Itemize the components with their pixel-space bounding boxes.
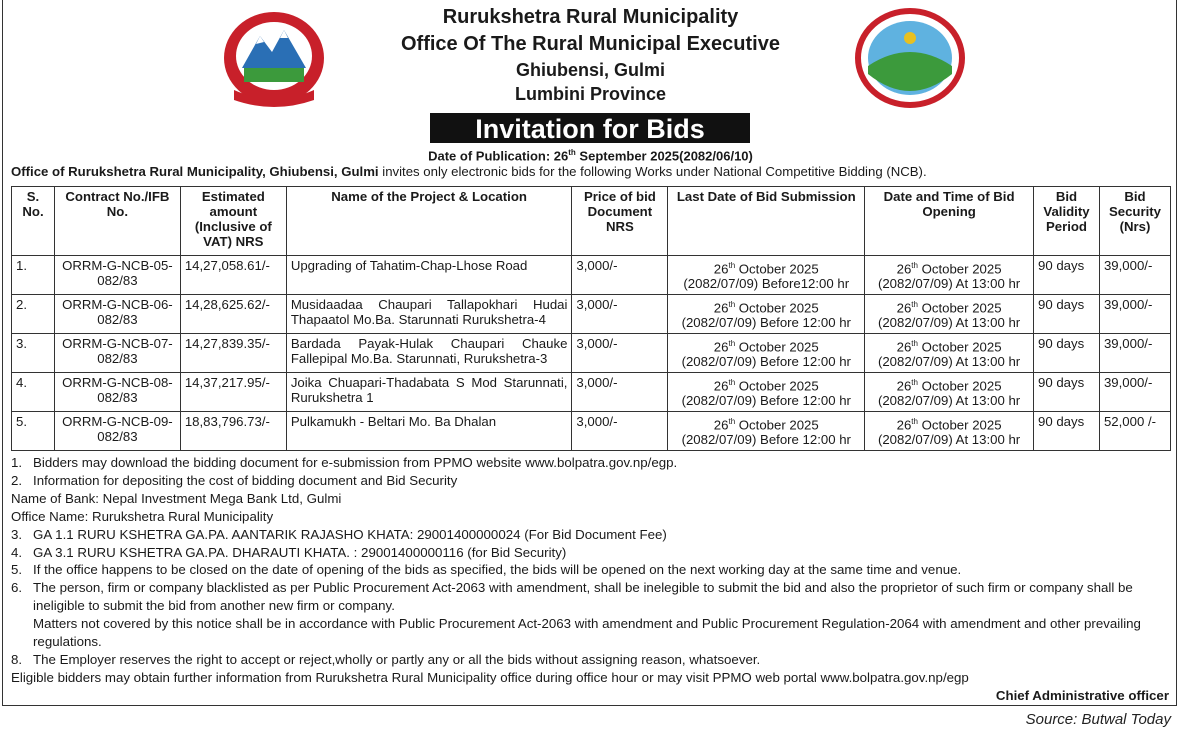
serial-number-cell xyxy=(12,295,55,334)
contract-number: ORRM-G-NCB-06-082/83 xyxy=(62,297,173,327)
column-header: Bid Security (Nrs) xyxy=(1099,187,1170,256)
document-price: 3,000/- xyxy=(576,297,618,312)
submission-day: 26 xyxy=(713,300,729,316)
note-text: Information for depositing the cost of bidding document and Bid Security xyxy=(33,472,458,488)
column-header: Bid Validity Period xyxy=(1033,187,1099,256)
bid-security: 39,000/- xyxy=(1103,258,1153,273)
note-5 xyxy=(11,561,1171,579)
column-header: Estimated amount (Inclusive of VAT) NRS xyxy=(180,187,286,256)
opening-time: (2082/07/09) At 13:00 hr xyxy=(877,315,1021,331)
note-number: 1. xyxy=(11,455,23,470)
publication-date xyxy=(0,148,1181,163)
opening-day: 26 xyxy=(896,417,912,433)
opening-time: (2082/07/09) At 13:00 hr xyxy=(877,393,1021,409)
project-name-cell xyxy=(286,373,572,412)
note-number: 3. xyxy=(11,526,23,542)
note-text: Bidders may download the bidding document for e-submission from PPMO website www.bolpatra.gov.np/egp. xyxy=(33,455,678,470)
submission-day-suffix: th xyxy=(728,300,736,309)
note-text: The person, firm or company blacklisted as per Public Procurement Act-2063 with amendment, shall be inelegible to submit the bid and also the proprietor of such firm or company shall be ineligible to submit the bid from another new firm or company. xyxy=(33,580,1133,614)
intro-bold: Office of Rurukshetra Rural Municipality, Ghiubensi, Gulmi xyxy=(11,164,379,179)
opening-month-year: October 2025 xyxy=(917,261,1002,277)
contract-number-cell xyxy=(54,256,180,295)
estimated-amount: 14,28,625.62/- xyxy=(184,297,270,312)
document-price: 3,000/- xyxy=(576,375,618,390)
document-price: 3,000/- xyxy=(576,414,618,429)
document-price-cell xyxy=(572,295,668,334)
bid-security: 39,000/- xyxy=(1103,297,1153,312)
contract-number: ORRM-G-NCB-08-082/83 xyxy=(62,375,173,405)
column-header: Date and Time of Bid Opening xyxy=(865,187,1034,256)
opening-day-suffix: th xyxy=(911,339,918,348)
opening-date-cell xyxy=(865,412,1034,451)
contract-number: ORRM-G-NCB-07-082/83 xyxy=(62,336,173,366)
bank-name: Name of Bank: Nepal Investment Mega Bank Ltd, Gulmi xyxy=(11,490,342,506)
submission-day: 26 xyxy=(713,261,729,277)
validity-period-cell xyxy=(1033,373,1099,412)
project-name: Pulkamukh - Beltari Mo. Ba Dhalan xyxy=(290,414,497,429)
opening-day: 26 xyxy=(896,261,912,277)
opening-month-year: October 2025 xyxy=(917,300,1002,316)
office-name: Office Of The Rural Municipal Executive xyxy=(401,33,780,55)
bid-security-cell xyxy=(1099,412,1170,451)
submission-time: (2082/07/09) Before 12:00 hr xyxy=(681,393,851,409)
note-number xyxy=(11,615,33,633)
opening-date-cell xyxy=(865,256,1034,295)
submission-time: (2082/07/09) Before12:00 hr xyxy=(683,276,850,292)
column-header: Price of bid Document NRS xyxy=(572,187,668,256)
bid-security: 39,000/- xyxy=(1103,375,1153,390)
estimated-amount: 14,37,217.95/- xyxy=(184,375,270,390)
opening-time: (2082/07/09) At 13:00 hr xyxy=(877,276,1021,292)
submission-month-year: October 2025 xyxy=(735,339,819,355)
submission-time: (2082/07/09) Before 12:00 hr xyxy=(681,315,851,331)
bid-security: 52,000 /- xyxy=(1103,414,1157,429)
submission-day-suffix: th xyxy=(728,339,736,348)
column-header: Name of the Project & Location xyxy=(286,187,572,256)
publication-prefix: Date of Publication: 26 xyxy=(428,148,569,164)
project-name-cell xyxy=(286,256,572,295)
estimated-amount: 14,27,058.61/- xyxy=(184,258,270,273)
publication-sup: th xyxy=(568,148,576,157)
validity-period-cell xyxy=(1033,412,1099,451)
opening-date-cell xyxy=(865,295,1034,334)
submission-date-cell xyxy=(668,295,865,334)
bid-security-cell xyxy=(1099,373,1170,412)
submission-date-cell xyxy=(668,256,865,295)
opening-time: (2082/07/09) At 13:00 hr xyxy=(877,354,1021,370)
project-name-cell xyxy=(286,412,572,451)
contract-number-cell xyxy=(54,412,180,451)
estimated-amount-cell xyxy=(180,295,286,334)
municipality-name: Rurukshetra Rural Municipality xyxy=(442,6,739,28)
document-price-cell xyxy=(572,412,668,451)
note-7 xyxy=(11,615,1171,651)
note-4 xyxy=(11,544,1171,562)
project-name: Musidaadaa Chaupari Tallapokhari Hudai Thapaatol Mo.Ba. Starunnati Rurukshetra-4 xyxy=(290,297,568,327)
province-line: Lumbini Province xyxy=(514,84,667,104)
serial-number-cell xyxy=(12,412,55,451)
submission-date-cell xyxy=(668,334,865,373)
table-row xyxy=(12,373,1171,412)
serial-number-cell xyxy=(12,256,55,295)
opening-day-suffix: th xyxy=(911,378,918,387)
project-name-cell xyxy=(286,295,572,334)
column-header: Contract No./IFB No. xyxy=(54,187,180,256)
contract-number-cell xyxy=(54,295,180,334)
opening-date-cell xyxy=(865,334,1034,373)
document-price: 3,000/- xyxy=(576,336,618,351)
contract-number: ORRM-G-NCB-09-082/83 xyxy=(62,414,173,444)
note-2 xyxy=(11,472,1171,490)
submission-day: 26 xyxy=(713,378,729,394)
contract-number-cell xyxy=(54,373,180,412)
contract-number: ORRM-G-NCB-05-082/83 xyxy=(62,258,173,288)
submission-month-year: October 2025 xyxy=(735,261,819,277)
table-row xyxy=(12,256,1171,295)
document-price-cell xyxy=(572,373,668,412)
note-number: 5. xyxy=(11,562,23,578)
estimated-amount-cell xyxy=(180,412,286,451)
contract-number-cell xyxy=(54,334,180,373)
table-header-row xyxy=(12,187,1171,256)
column-header: S. No. xyxy=(12,187,55,256)
opening-day-suffix: th xyxy=(911,261,918,270)
notes-section xyxy=(11,454,1171,687)
opening-day: 26 xyxy=(896,300,912,316)
table-row xyxy=(12,334,1171,373)
opening-month-year: October 2025 xyxy=(917,417,1002,433)
validity-period-cell xyxy=(1033,256,1099,295)
bid-security-cell xyxy=(1099,256,1170,295)
note-text: If the office happens to be closed on the date of opening of the bids as specified, the bids will be opened on the next working day at the same time and venue. xyxy=(33,562,962,578)
validity-period: 90 days xyxy=(1037,297,1085,312)
notice-title-banner: Invitation for Bids xyxy=(430,113,750,143)
document-price-cell xyxy=(572,256,668,295)
opening-day: 26 xyxy=(896,339,912,355)
estimated-amount-cell xyxy=(180,373,286,412)
intro-text xyxy=(11,164,927,179)
table-row xyxy=(12,412,1171,451)
validity-period: 90 days xyxy=(1037,258,1085,273)
note-6 xyxy=(11,579,1171,615)
note-text: Matters not covered by this notice shall be in accordance with Public Procurement Act-2063 with amendment and Public Procurement Regulation-2064 with amendment and other prevailing regulations. xyxy=(33,616,1141,650)
submission-date-cell xyxy=(668,412,865,451)
project-name: Bardada Payak-Hulak Chaupari Chauke Fallepipal Mo.Ba. Starunnati, Rurukshetra-3 xyxy=(290,336,568,366)
note-number: 4. xyxy=(11,544,23,560)
submission-month-year: October 2025 xyxy=(735,300,819,316)
estimated-amount-cell xyxy=(180,334,286,373)
serial-number: 2. xyxy=(16,297,27,312)
estimated-amount: 14,27,839.35/- xyxy=(184,336,270,351)
opening-day-suffix: th xyxy=(911,300,918,309)
serial-number: 5. xyxy=(16,414,27,429)
note-text: GA 1.1 RURU KSHETRA GA.PA. AANTARIK RAJASHO KHATA: 29001400000024 (For Bid Document Fee) xyxy=(33,526,667,542)
opening-date-cell xyxy=(865,373,1034,412)
estimated-amount-cell xyxy=(180,256,286,295)
project-name: Joika Chuapari-Thadabata S Mod Starunnati, Rurukshetra 1 xyxy=(290,375,568,405)
submission-date-cell xyxy=(668,373,865,412)
opening-time: (2082/07/09) At 13:00 hr xyxy=(877,432,1021,448)
column-header: Last Date of Bid Submission xyxy=(668,187,865,256)
validity-period: 90 days xyxy=(1037,375,1085,390)
serial-number: 3. xyxy=(16,336,27,351)
eligible-bidders-note: Eligible bidders may obtain further information from Rurukshetra Rural Municipality office during office hour or may visit PPMO web portal www.bolpatra.gov.np/egp xyxy=(11,669,969,685)
submission-time: (2082/07/09) Before 12:00 hr xyxy=(681,432,851,448)
bids-table xyxy=(11,186,1171,451)
opening-month-year: October 2025 xyxy=(917,339,1002,355)
note-8 xyxy=(11,651,1171,669)
note-number: 6. xyxy=(11,580,23,596)
serial-number: 4. xyxy=(16,375,27,390)
address-line: Ghiubensi, Gulmi xyxy=(515,60,665,80)
submission-day-suffix: th xyxy=(728,378,736,387)
submission-time: (2082/07/09) Before 12:00 hr xyxy=(681,354,851,370)
submission-month-year: October 2025 xyxy=(735,378,819,394)
source-credit: Source: Butwal Today xyxy=(1025,711,1171,728)
publication-suffix: September 2025(2082/06/10) xyxy=(575,148,753,164)
note-text: GA 3.1 RURU KSHETRA GA.PA. DHARAUTI KHATA. : 29001400000116 (for Bid Security) xyxy=(33,544,567,560)
note-text: The Employer reserves the right to accept or reject,wholly or partly any or all the bids without assigning reason, whatsoever. xyxy=(33,651,761,667)
bid-security: 39,000/- xyxy=(1103,336,1153,351)
note-3 xyxy=(11,526,1171,544)
project-name: Upgrading of Tahatim-Chap-Lhose Road xyxy=(290,258,528,273)
validity-period-cell xyxy=(1033,295,1099,334)
serial-number-cell xyxy=(12,373,55,412)
note-1 xyxy=(11,454,1171,472)
validity-period: 90 days xyxy=(1037,336,1085,351)
opening-month-year: October 2025 xyxy=(917,378,1002,394)
submission-month-year: October 2025 xyxy=(735,417,819,433)
validity-period-cell xyxy=(1033,334,1099,373)
submission-day-suffix: th xyxy=(728,417,736,426)
document-price: 3,000/- xyxy=(576,258,618,273)
opening-day: 26 xyxy=(896,378,912,394)
submission-day: 26 xyxy=(713,417,729,433)
submission-day-suffix: th xyxy=(728,261,736,270)
note-number: 2. xyxy=(11,472,23,488)
table-row xyxy=(12,295,1171,334)
bid-security-cell xyxy=(1099,334,1170,373)
intro-rest: invites only electronic bids for the following Works under National Competitive Bidding (NCB). xyxy=(378,164,927,179)
note-number: 8. xyxy=(11,651,23,667)
signature-title: Chief Administrative officer xyxy=(995,688,1169,703)
document-price-cell xyxy=(572,334,668,373)
serial-number-cell xyxy=(12,334,55,373)
validity-period: 90 days xyxy=(1037,414,1085,429)
bid-security-cell xyxy=(1099,295,1170,334)
opening-day-suffix: th xyxy=(911,417,918,426)
project-name-cell xyxy=(286,334,572,373)
submission-day: 26 xyxy=(713,339,729,355)
office-name-note: Office Name: Rurukshetra Rural Municipality xyxy=(11,508,274,524)
estimated-amount: 18,83,796.73/- xyxy=(184,414,270,429)
serial-number: 1. xyxy=(16,258,27,273)
